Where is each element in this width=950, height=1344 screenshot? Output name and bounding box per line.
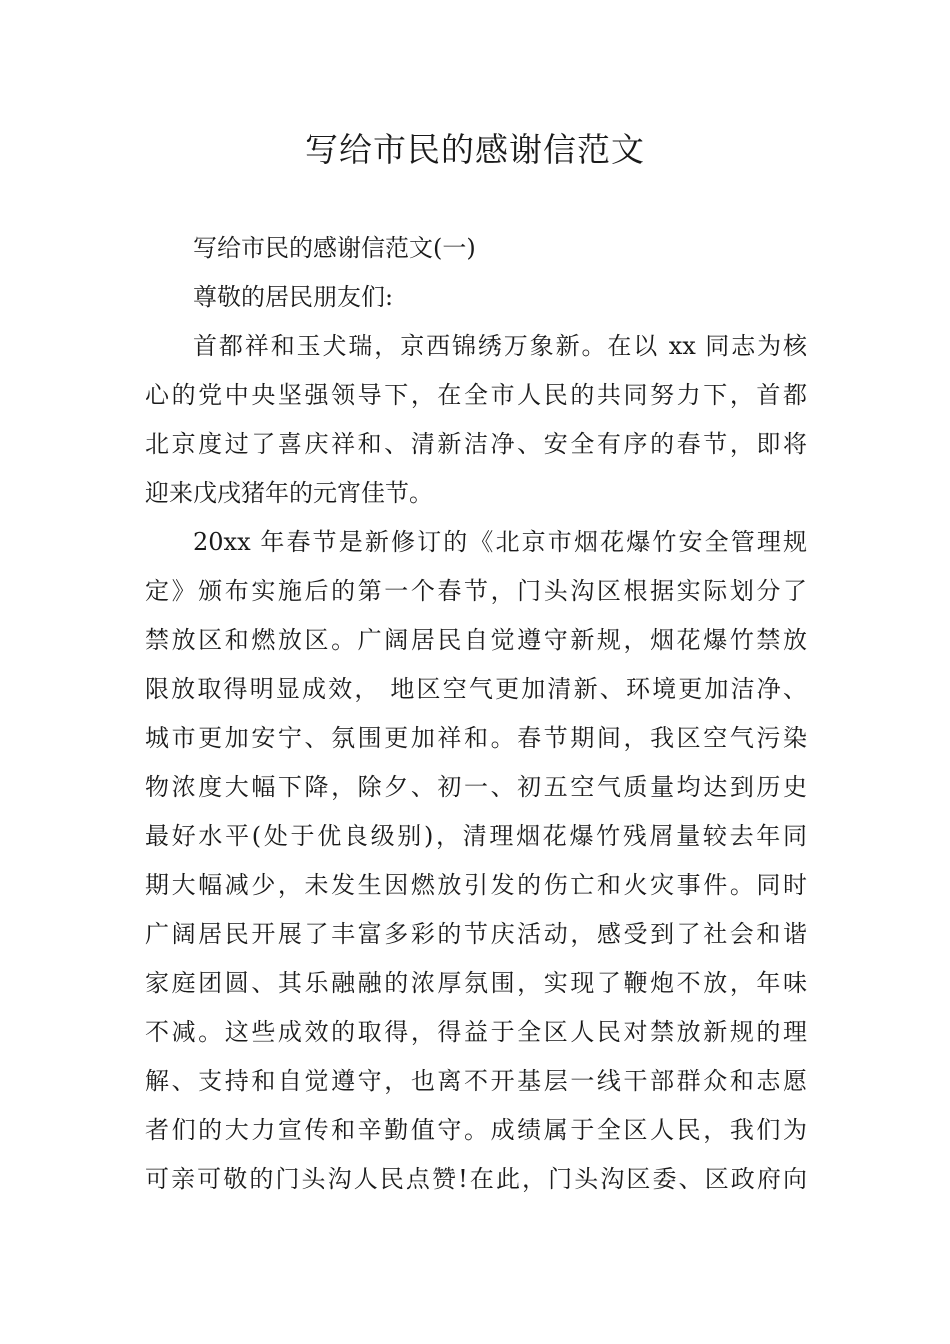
- text-line: 不减。这些成效的取得，得益于全区人民对禁放新规的理: [145, 1018, 807, 1046]
- subtitle-paragraph: [145, 224, 807, 273]
- text-line: 首都祥和玉犬瑞，京西锦绣万象新。在以 xx 同志为核: [193, 332, 807, 360]
- salutation-paragraph: [145, 273, 807, 322]
- text-line: 物浓度大幅下降，除夕、初一、初五空气质量均达到历史: [145, 773, 807, 801]
- text-line: 家庭团圆、其乐融融的浓厚氛围，实现了鞭炮不放，年味: [145, 969, 807, 997]
- text-line: 者们的大力宣传和辛勤值守。成绩属于全区人民，我们为: [145, 1116, 807, 1144]
- text-line: 最好水平(处于优良级别)，清理烟花爆竹残屑量较去年同: [145, 822, 807, 850]
- paragraph-2: [145, 518, 807, 1204]
- text-line: 广阔居民开展了丰富多彩的节庆活动，感受到了社会和谐: [145, 920, 807, 948]
- text-line: 可亲可敬的门头沟人民点赞!在此，门头沟区委、区政府向: [145, 1165, 807, 1193]
- document-body: [145, 224, 807, 1204]
- subtitle-line: 写给市民的感谢信范文(一): [193, 234, 476, 262]
- text-line: 限放取得明显成效， 地区空气更加清新、环境更加洁净、: [145, 675, 807, 703]
- text-line: 禁放区和燃放区。广阔居民自觉遵守新规，烟花爆竹禁放: [145, 626, 807, 654]
- salutation-line: 尊敬的居民朋友们:: [193, 283, 394, 311]
- text-line: 北京度过了喜庆祥和、清新洁净、安全有序的春节，即将: [145, 430, 807, 458]
- text-line: 城市更加安宁、氛围更加祥和。春节期间，我区空气污染: [145, 724, 807, 752]
- text-line: 定》颁布实施后的第一个春节，门头沟区根据实际划分了: [145, 577, 807, 605]
- text-line: 解、支持和自觉遵守，也离不开基层一线干部群众和志愿: [145, 1067, 807, 1095]
- text-line: 20xx 年春节是新修订的《北京市烟花爆竹安全管理规: [193, 528, 807, 556]
- text-line: 期大幅减少，未发生因燃放引发的伤亡和火灾事件。同时: [145, 871, 807, 899]
- text-line: 心的党中央坚强领导下，在全市人民的共同努力下，首都: [145, 381, 807, 409]
- paragraph-1: [145, 322, 807, 518]
- document-title: 写给市民的感谢信范文: [305, 130, 645, 169]
- text-line: 迎来戊戌猪年的元宵佳节。: [145, 479, 433, 507]
